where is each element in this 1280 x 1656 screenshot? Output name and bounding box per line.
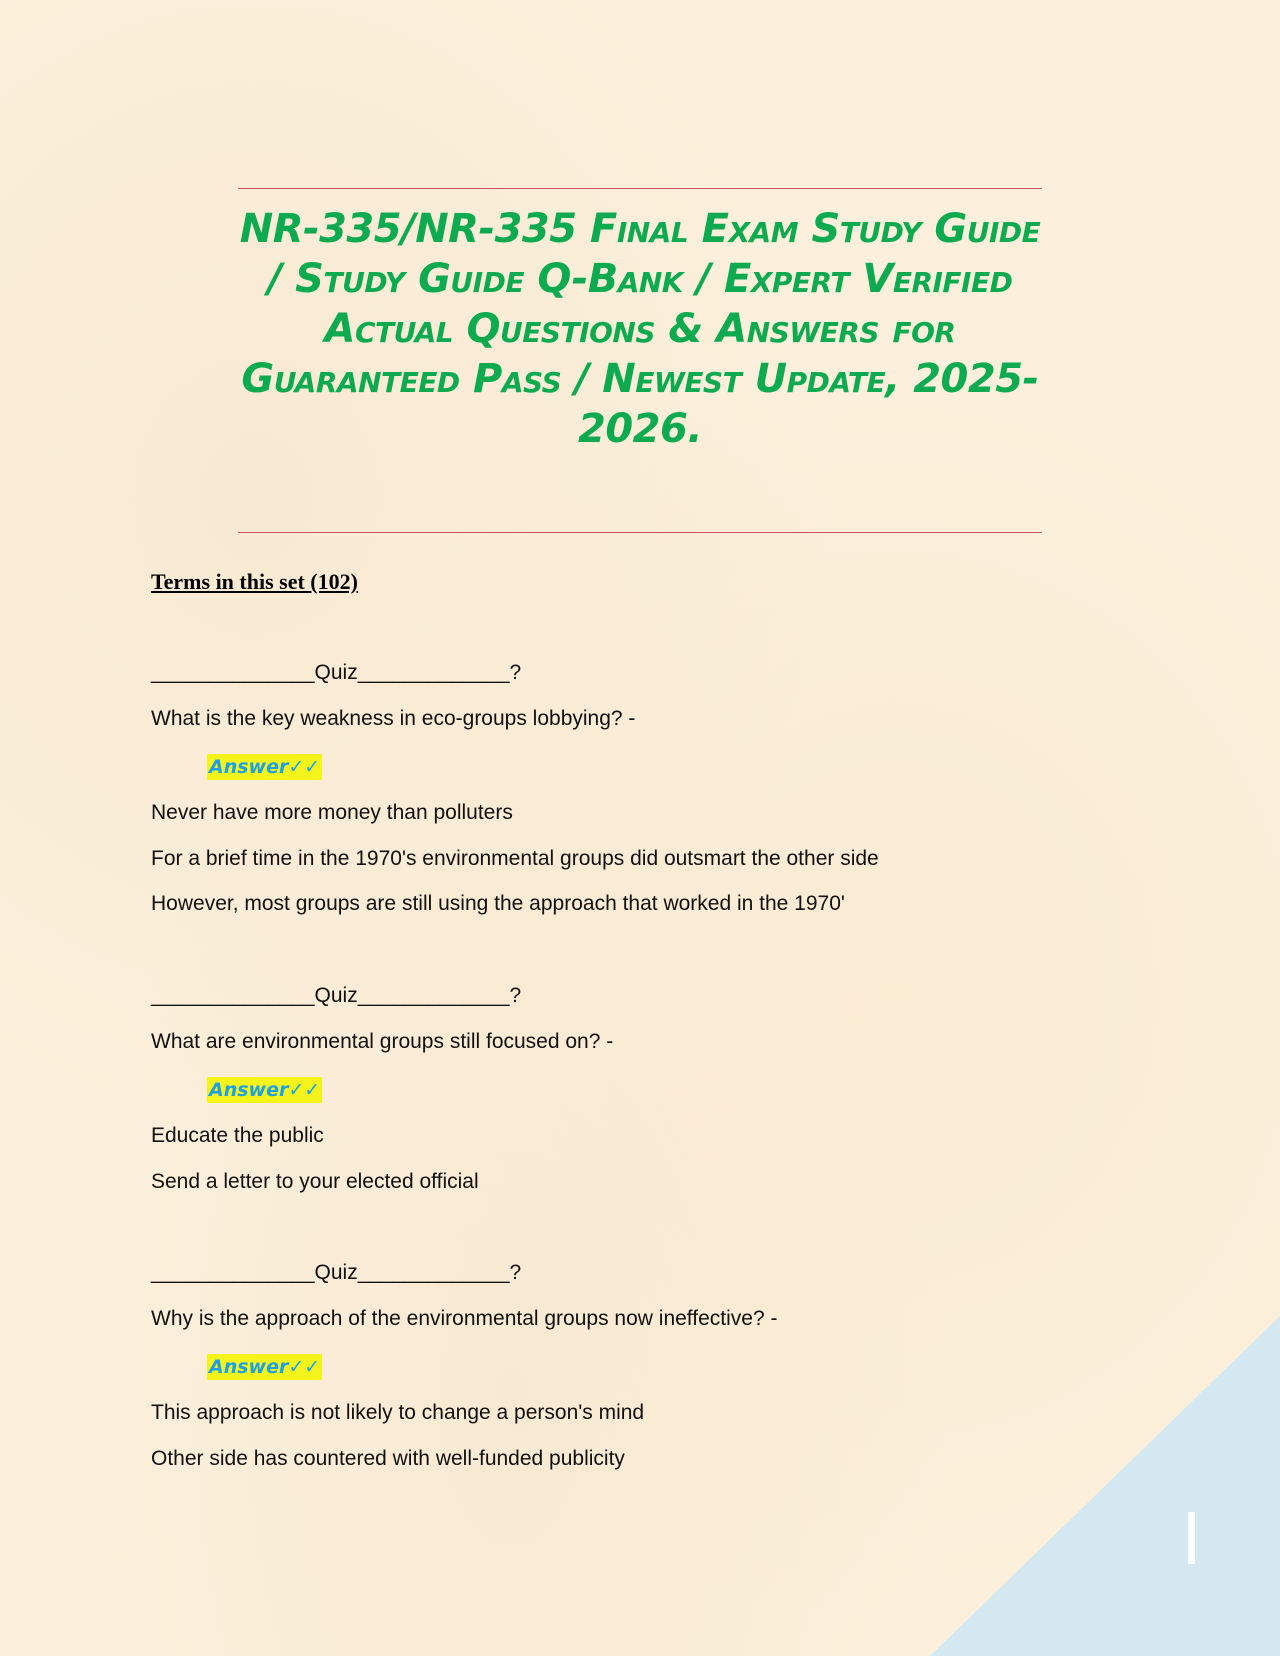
answer-label: Answer✓✓: [209, 1079, 321, 1101]
question-text: What are environmental groups still focused on? -: [151, 1030, 614, 1053]
quiz-label: ______________Quiz_____________?: [151, 984, 522, 1007]
question-text: What is the key weakness in eco-groups lobbying? -: [151, 707, 636, 730]
quiz-label: ______________Quiz_____________?: [151, 1261, 522, 1284]
corner-decoration: [930, 1316, 1280, 1656]
question-text: Why is the approach of the environmental groups now ineffective? -: [151, 1307, 778, 1330]
document-title: NR-335/NR-335 Final Exam Study Guide / Study Guide Q-Bank / Expert Verified Actual Questions & Answers for Guaranteed Pass / Newest Update, 2025-2026.: [239, 206, 1041, 452]
answer-line: This approach is not likely to change a person's mind: [151, 1401, 645, 1424]
answer-line: For a brief time in the 1970's environmental groups did outsmart the other side: [151, 847, 879, 870]
title-top-rule: [238, 188, 1042, 189]
answer-line: Send a letter to your elected official: [151, 1170, 479, 1193]
answer-label: Answer✓✓: [209, 756, 321, 778]
quiz-label: ______________Quiz_____________?: [151, 661, 522, 684]
title-bottom-rule: [238, 532, 1042, 533]
answer-line: However, most groups are still using the approach that worked in the 1970': [151, 892, 845, 915]
answer-line: Educate the public: [151, 1124, 324, 1147]
terms-heading: Terms in this set (102): [151, 569, 358, 594]
answer-label: Answer✓✓: [209, 1356, 321, 1378]
answer-line: Never have more money than polluters: [151, 801, 513, 824]
answer-line: Other side has countered with well-funded publicity: [151, 1447, 625, 1470]
page-number-marker: [1188, 1512, 1195, 1564]
